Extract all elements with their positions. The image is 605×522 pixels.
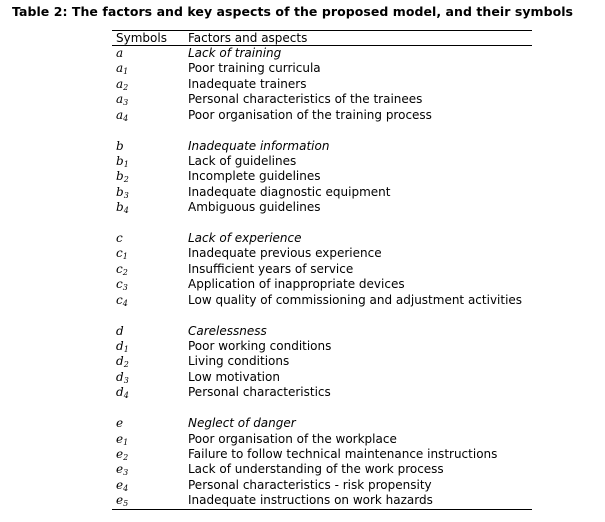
aspect-symbol	[116, 77, 128, 92]
aspect-symbol-subscript: 4	[123, 113, 129, 123]
factor-row	[112, 416, 532, 431]
aspect-text: Personal characteristics	[188, 385, 331, 400]
aspect-row	[112, 108, 532, 123]
aspect-text: Low quality of commissioning and adjustment activities	[188, 292, 523, 307]
aspect-symbol	[116, 370, 129, 385]
aspect-symbol	[116, 277, 128, 292]
aspect-symbol-subscript: 3	[123, 98, 129, 108]
aspect-row	[112, 293, 532, 308]
aspect-symbol	[116, 246, 128, 261]
aspect-symbol-base: d	[116, 354, 124, 369]
aspect-symbol-subscript: 2	[123, 452, 129, 462]
aspect-symbol-base: c	[116, 292, 123, 307]
aspect-symbol-base: e	[116, 462, 124, 477]
table-header-row	[112, 31, 532, 46]
aspect-symbol	[116, 339, 129, 354]
factor-name: Carelessness	[188, 323, 267, 338]
aspect-symbol-subscript: 2	[122, 267, 128, 277]
aspect-symbol	[116, 478, 128, 493]
aspect-row	[112, 92, 532, 107]
aspect-row	[112, 154, 532, 169]
column-header-factors: Factors and aspects	[188, 31, 308, 45]
aspect-symbol-subscript: 1	[123, 67, 129, 77]
aspect-symbol	[116, 462, 128, 477]
aspect-text: Inadequate trainers	[188, 76, 307, 91]
aspect-symbol	[116, 92, 128, 107]
group-spacer	[112, 401, 532, 417]
aspect-symbol-base: d	[116, 369, 124, 384]
aspect-symbol	[116, 108, 128, 123]
factor-row	[112, 139, 532, 154]
group-spacer	[112, 216, 532, 232]
aspect-text: Poor organisation of the training process	[188, 107, 432, 122]
aspect-row	[112, 354, 532, 369]
group-spacer	[112, 308, 532, 324]
aspect-row	[112, 370, 532, 385]
aspect-symbol	[116, 354, 129, 369]
aspect-symbol-base: e	[116, 431, 124, 446]
aspect-symbol-base: a	[116, 92, 124, 107]
aspect-row	[112, 77, 532, 92]
aspect-symbol	[116, 293, 128, 308]
aspect-row	[112, 462, 532, 477]
factor-name: Neglect of danger	[188, 416, 296, 431]
factor-symbol: c	[116, 231, 123, 246]
factor-symbol: d	[116, 323, 124, 338]
factor-name: Lack of training	[188, 46, 282, 60]
table-body	[112, 46, 532, 509]
factor-name: Lack of experience	[188, 231, 302, 246]
factor-name: Inadequate information	[188, 138, 330, 153]
aspect-symbol-subscript: 3	[123, 190, 129, 200]
aspect-row	[112, 447, 532, 462]
aspect-symbol-base: c	[116, 277, 123, 292]
aspect-symbol-base: e	[116, 493, 124, 508]
factor-symbol: e	[116, 416, 124, 431]
factor-row	[112, 231, 532, 246]
aspect-symbol-base: c	[116, 246, 123, 261]
aspect-symbol-base: d	[116, 385, 124, 400]
aspect-text: Inadequate instructions on work hazards	[188, 493, 433, 508]
aspect-symbol	[116, 185, 129, 200]
factor-symbol: b	[116, 138, 124, 153]
aspect-symbol-base: a	[116, 107, 124, 122]
aspect-symbol	[116, 154, 129, 169]
aspect-row	[112, 432, 532, 447]
aspect-symbol-base: c	[116, 261, 123, 276]
aspect-symbol-subscript: 3	[122, 283, 128, 293]
table-caption: Table 2: The factors and key aspects of the proposed model, and their symbols	[12, 4, 574, 19]
aspect-row	[112, 61, 532, 76]
aspect-symbol-subscript: 1	[123, 345, 129, 355]
aspect-symbol-base: b	[116, 200, 124, 215]
aspect-symbol-base: b	[116, 184, 124, 199]
aspect-symbol-subscript: 4	[123, 206, 129, 216]
aspect-text: Personal characteristics - risk propensity	[188, 477, 432, 492]
factors-table	[112, 30, 532, 510]
aspect-symbol	[116, 262, 128, 277]
aspect-symbol-base: a	[116, 61, 124, 76]
aspect-row	[112, 385, 532, 400]
aspect-symbol-subscript: 3	[123, 468, 129, 478]
group-spacer	[112, 123, 532, 139]
aspect-symbol-subscript: 4	[123, 391, 129, 401]
aspect-text: Failure to follow technical maintenance instructions	[188, 446, 498, 461]
aspect-symbol-base: b	[116, 153, 124, 168]
aspect-text: Application of inappropriate devices	[188, 277, 405, 292]
factor-row	[112, 324, 532, 339]
aspect-row	[112, 246, 532, 261]
aspect-symbol-subscript: 2	[123, 360, 129, 370]
aspect-symbol-base: b	[116, 169, 124, 184]
aspect-symbol-subscript: 5	[123, 499, 129, 509]
aspect-symbol	[116, 447, 128, 462]
aspect-text: Lack of understanding of the work process	[188, 462, 444, 477]
aspect-symbol-subscript: 3	[123, 375, 129, 385]
aspect-text: Inadequate diagnostic equipment	[188, 184, 391, 199]
aspect-symbol-subscript: 4	[123, 483, 129, 493]
aspect-row	[112, 185, 532, 200]
aspect-symbol-base: e	[116, 477, 124, 492]
aspect-row	[112, 169, 532, 184]
aspect-symbol-subscript: 2	[123, 82, 129, 92]
aspect-text: Personal characteristics of the trainees	[188, 92, 423, 107]
aspect-text: Low motivation	[188, 369, 280, 384]
aspect-row	[112, 493, 532, 508]
aspect-symbol-base: a	[116, 76, 124, 91]
aspect-symbol-subscript: 1	[122, 252, 128, 262]
factor-row	[112, 46, 532, 61]
aspect-text: Living conditions	[188, 354, 290, 369]
aspect-symbol-subscript: 1	[123, 437, 129, 447]
aspect-symbol	[116, 169, 129, 184]
factor-symbol: a	[116, 46, 124, 60]
aspect-text: Incomplete guidelines	[188, 169, 321, 184]
aspect-symbol	[116, 432, 128, 447]
aspect-row	[112, 200, 532, 215]
aspect-row	[112, 262, 532, 277]
aspect-row	[112, 478, 532, 493]
aspect-text: Poor organisation of the workplace	[188, 431, 397, 446]
aspect-symbol-subscript: 1	[123, 159, 129, 169]
column-header-symbols: Symbols	[116, 31, 167, 45]
aspect-text: Poor working conditions	[188, 339, 332, 354]
aspect-text: Poor training curricula	[188, 61, 321, 76]
aspect-row	[112, 277, 532, 292]
aspect-symbol-base: e	[116, 446, 124, 461]
aspect-row	[112, 339, 532, 354]
aspect-symbol	[116, 385, 129, 400]
aspect-symbol-base: d	[116, 339, 124, 354]
aspect-symbol	[116, 61, 128, 76]
aspect-symbol-subscript: 4	[122, 298, 128, 308]
aspect-text: Inadequate previous experience	[188, 246, 382, 261]
aspect-text: Ambiguous guidelines	[188, 200, 321, 215]
aspect-symbol	[116, 200, 129, 215]
aspect-symbol	[116, 493, 128, 508]
aspect-symbol-subscript: 2	[123, 175, 129, 185]
aspect-text: Lack of guidelines	[188, 153, 297, 168]
aspect-text: Insufficient years of service	[188, 261, 354, 276]
